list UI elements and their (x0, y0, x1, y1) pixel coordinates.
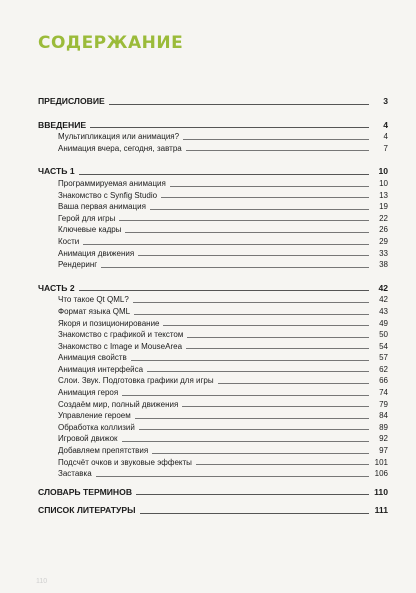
toc-entry-label: Анимация движения (58, 248, 135, 258)
leader-line (96, 476, 369, 477)
toc-section-label: СЛОВАРЬ ТЕРМИНОВ (38, 486, 133, 497)
leader-line (147, 371, 369, 372)
toc-page-number: 4 (383, 119, 388, 130)
toc-entry (38, 364, 388, 376)
page-title: СОДЕРЖАНИЕ (38, 33, 184, 53)
toc-entry (38, 213, 388, 225)
toc-section-part2 (38, 283, 388, 295)
toc-entry-label: Заставка (58, 469, 92, 479)
toc-entry-label: Обработка коллизий (58, 422, 135, 432)
toc-page-number: 106 (374, 469, 388, 479)
leader-line (187, 337, 369, 338)
leader-line (134, 314, 369, 315)
toc-page-number: 62 (379, 364, 388, 374)
toc-entry-label: Ключевые кадры (58, 225, 122, 235)
toc-entry-label: Добавляем препятствия (58, 446, 149, 456)
toc-entry-label: Знакомство с Image и MouseArea (58, 341, 183, 351)
toc-page-number: 111 (374, 505, 388, 516)
toc-entry-label: Подсчёт очков и звуковые эффекты (58, 457, 192, 467)
toc-entry (38, 422, 388, 434)
toc-page-number: 42 (378, 282, 388, 293)
toc-page-number: 66 (379, 376, 388, 386)
leader-line (133, 302, 369, 303)
toc-entry-label: Ваша первая анимация (58, 202, 146, 212)
toc-page-number: 33 (379, 248, 388, 258)
leader-line (125, 232, 369, 233)
toc-page-number: 10 (378, 166, 388, 177)
leader-line (79, 290, 369, 291)
toc-entry (38, 236, 388, 248)
toc-entry-label: Игровой движок (58, 434, 118, 444)
toc-entry (38, 433, 388, 445)
leader-line (182, 406, 369, 407)
toc-page-number: 29 (379, 236, 388, 246)
toc-entry-label: Якоря и позиционирование (58, 318, 160, 328)
toc-entry-label: Анимация свойств (58, 353, 127, 363)
leader-line (218, 383, 369, 384)
toc-entry-label: Рендеринг (58, 260, 98, 270)
toc-entry (38, 178, 388, 190)
leader-line (138, 255, 369, 256)
toc-entry (38, 457, 388, 469)
toc-page-number: 49 (379, 318, 388, 328)
toc-entry (38, 143, 388, 155)
leader-line (101, 267, 369, 268)
toc-part1-items (38, 178, 388, 271)
toc-entry (38, 318, 388, 330)
toc-section-label: ВВЕДЕНИЕ (38, 119, 87, 130)
toc-entry (38, 341, 388, 353)
toc-page-number: 79 (379, 399, 388, 409)
leader-line (150, 209, 369, 210)
toc-entry (38, 306, 388, 318)
toc-entry (38, 131, 388, 143)
leader-line (135, 418, 369, 419)
toc-page-number: 92 (379, 434, 388, 444)
toc-entry (38, 399, 388, 411)
toc-entry-label: Знакомство с Synfig Studio (58, 190, 158, 200)
toc-entry (38, 224, 388, 236)
leader-line (163, 325, 369, 326)
toc-page-number: 3 (383, 96, 388, 106)
toc-page-number: 10 (379, 178, 388, 188)
toc-entry-label: Анимация героя (58, 388, 119, 398)
toc-entry (38, 259, 388, 271)
toc-page-number: 26 (379, 225, 388, 235)
toc-section-label: ПРЕДИСЛОВИЕ (38, 96, 105, 106)
toc-entry (38, 410, 388, 422)
leader-line (136, 494, 369, 495)
toc-page-number: 19 (379, 202, 388, 212)
toc-section-bibliography (38, 505, 388, 517)
toc-page-number: 4 (383, 132, 388, 142)
toc-entry (38, 468, 388, 480)
toc-section-glossary (38, 487, 388, 499)
leader-line (161, 197, 369, 198)
toc-entry-label: Герой для игры (58, 213, 116, 223)
leader-line (196, 464, 369, 465)
toc-entry-label: Знакомство с графикой и текстом (58, 330, 184, 340)
table-of-contents (38, 96, 388, 517)
toc-entry-label: Программируемая анимация (58, 178, 166, 188)
toc-entry (38, 201, 388, 213)
leader-line (183, 139, 369, 140)
toc-page-number: 43 (379, 306, 388, 316)
toc-entry (38, 190, 388, 202)
toc-section-label: СПИСОК ЛИТЕРАТУРЫ (38, 505, 136, 516)
toc-page-number: 54 (379, 341, 388, 351)
toc-section-part1 (38, 166, 388, 178)
leader-line (79, 174, 369, 175)
leader-line (90, 127, 369, 128)
toc-page-number: 7 (383, 143, 388, 153)
leader-line (119, 220, 369, 221)
toc-page-number: 110 (374, 486, 388, 497)
toc-section-intro (38, 120, 388, 132)
toc-entry-label: Кости (58, 236, 80, 246)
toc-entry (38, 445, 388, 457)
toc-entry-label: Что такое Qt QML? (58, 295, 129, 305)
toc-page-number: 42 (379, 295, 388, 305)
toc-entry (38, 248, 388, 260)
toc-entry-label: Слои. Звук. Подготовка графики для игры (58, 376, 214, 386)
toc-entry (38, 329, 388, 341)
toc-entry (38, 387, 388, 399)
toc-section-label: ЧАСТЬ 2 (38, 282, 75, 293)
toc-entry-label: Формат языка QML (58, 306, 131, 316)
toc-entry (38, 375, 388, 387)
leader-line (131, 360, 369, 361)
toc-page-number: 22 (379, 213, 388, 223)
toc-page-number: 84 (379, 411, 388, 421)
toc-entry-label: Управление героем (58, 411, 131, 421)
page-folio: 110 (36, 578, 48, 585)
toc-entry-label: Анимация интерфейса (58, 364, 144, 374)
leader-line (109, 104, 369, 105)
toc-entry (38, 352, 388, 364)
toc-entry (38, 294, 388, 306)
toc-page-number: 50 (379, 330, 388, 340)
toc-page-number: 57 (379, 353, 388, 363)
leader-line (122, 395, 369, 396)
toc-section-label: ЧАСТЬ 1 (38, 166, 75, 177)
toc-page-number: 13 (379, 190, 388, 200)
toc-part2-items (38, 294, 388, 480)
toc-entry-label: Создаём мир, полный движения (58, 399, 179, 409)
toc-entry-label: Мультипликация или анимация? (58, 132, 180, 142)
toc-page-number: 101 (374, 457, 388, 467)
leader-line (170, 186, 369, 187)
leader-line (186, 348, 369, 349)
leader-line (140, 513, 369, 514)
toc-page-number: 97 (379, 446, 388, 456)
toc-section-preface (38, 96, 388, 108)
leader-line (83, 244, 369, 245)
leader-line (152, 453, 369, 454)
toc-intro-items (38, 131, 388, 154)
leader-line (122, 441, 369, 442)
toc-page-number: 38 (379, 260, 388, 270)
toc-entry-label: Анимация вчера, сегодня, завтра (58, 143, 182, 153)
leader-line (139, 429, 369, 430)
toc-page-number: 74 (379, 388, 388, 398)
leader-line (186, 150, 369, 151)
toc-page-number: 89 (379, 422, 388, 432)
